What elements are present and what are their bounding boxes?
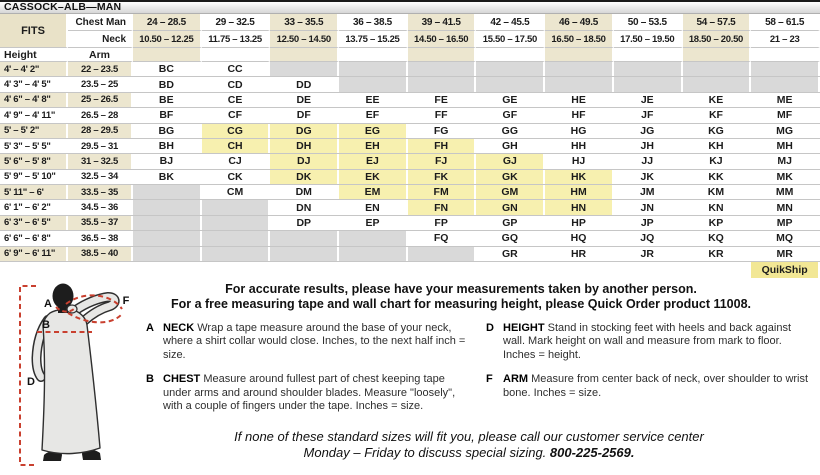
column-stripe-cell: [614, 48, 683, 62]
empty-cell: [339, 77, 408, 91]
size-cell: GR: [476, 247, 545, 261]
empty-cell: [476, 77, 545, 91]
size-cell-quickship: HK: [545, 170, 614, 184]
size-cell-quickship: CH: [202, 139, 271, 153]
arm-cell: 25 – 26.5: [68, 93, 133, 107]
chest-range-cell: 50 – 53.5: [614, 14, 683, 31]
table-row: [0, 108, 820, 123]
instruction-text: NECK Wrap a tape measure around the base of your neck, where a shirt collar would close. Inches, to the next half inch = size.: [163, 322, 466, 361]
chest-range-cell: 36 – 38.5: [339, 14, 408, 31]
table-row: [0, 185, 820, 200]
size-cell-quickship: GM: [476, 185, 545, 199]
table-row: [0, 62, 820, 77]
height-cell: 6' 6" – 6' 8": [0, 231, 68, 245]
size-cell: HG: [545, 124, 614, 138]
column-stripe-cell: [339, 48, 408, 62]
size-cell: JR: [614, 247, 683, 261]
table-header: [0, 14, 820, 62]
size-cell: FF: [408, 108, 477, 122]
size-cell: GG: [476, 124, 545, 138]
chest-range-cell: 58 – 61.5: [751, 14, 820, 31]
column-stripe-cell: [683, 48, 752, 62]
size-cell: KR: [683, 247, 752, 261]
neck-range-cell: 12.50 – 14.50: [270, 31, 339, 48]
neck-row-label: Neck: [68, 31, 133, 48]
arm-cell: 29.5 – 31: [68, 139, 133, 153]
table-row: [0, 200, 820, 215]
table-row: [0, 154, 820, 169]
size-cell-quickship: GK: [476, 170, 545, 184]
empty-cell: [614, 62, 683, 76]
table-row: [0, 231, 820, 246]
column-stripe-cell: [270, 48, 339, 62]
size-cell: FE: [408, 93, 477, 107]
diagram-label-arm: F: [122, 295, 130, 307]
chest-range-cell: 46 – 49.5: [545, 14, 614, 31]
height-cell: 6' 9" – 6' 11": [0, 247, 68, 261]
size-cell: EP: [339, 216, 408, 230]
height-cell: 4' 9" – 4' 11": [0, 108, 68, 122]
size-cell: MQ: [751, 231, 820, 245]
empty-cell: [751, 77, 820, 91]
empty-cell: [270, 231, 339, 245]
column-stripe-cell: [476, 48, 545, 62]
size-cell: JM: [614, 185, 683, 199]
size-cell-quickship: DJ: [270, 154, 339, 168]
size-cell: MF: [751, 108, 820, 122]
table-body: [0, 62, 820, 262]
size-cell: FG: [408, 124, 477, 138]
size-cell: BF: [133, 108, 202, 122]
size-cell-quickship: EJ: [339, 154, 408, 168]
size-cell: KF: [683, 108, 752, 122]
chest-row-label: Chest Man: [68, 14, 133, 31]
empty-cell: [339, 247, 408, 261]
size-cell: CK: [202, 170, 271, 184]
notice-line-2: For a free measuring tape and wall chart for measuring height, please Quick Order product 11008.: [170, 296, 752, 311]
size-cell: KE: [683, 93, 752, 107]
size-cell: DP: [270, 216, 339, 230]
size-cell: GH: [476, 139, 545, 153]
size-cell-quickship: HM: [545, 185, 614, 199]
size-cell: JG: [614, 124, 683, 138]
chest-range-cell: 39 – 41.5: [408, 14, 477, 31]
size-cell: HF: [545, 108, 614, 122]
arm-cell: 35.5 – 37: [68, 216, 133, 230]
size-cell: JJ: [614, 154, 683, 168]
empty-cell: [339, 231, 408, 245]
size-cell: GF: [476, 108, 545, 122]
instruction-letter: D: [486, 322, 494, 334]
size-cell: MR: [751, 247, 820, 261]
empty-cell: [408, 62, 477, 76]
size-cell: HH: [545, 139, 614, 153]
neck-range-cell: 13.75 – 15.25: [339, 31, 408, 48]
size-cell: MK: [751, 170, 820, 184]
size-cell-quickship: FM: [408, 185, 477, 199]
size-cell: BG: [133, 124, 202, 138]
size-cell: DM: [270, 185, 339, 199]
table-row: [0, 124, 820, 139]
size-cell: DF: [270, 108, 339, 122]
size-cell-quickship: GN: [476, 200, 545, 214]
figure-hand: [67, 305, 77, 313]
size-cell: DD: [270, 77, 339, 91]
empty-cell: [751, 62, 820, 76]
table-row: [0, 216, 820, 231]
page-title: CASSOCK–ALB—MAN: [0, 0, 820, 14]
size-cell: CC: [202, 62, 271, 76]
instruction-item: [146, 322, 470, 362]
chest-range-cell: 33 – 35.5: [270, 14, 339, 31]
height-cell: 4' 3" – 4' 5": [0, 77, 68, 91]
neck-range-cell: 15.50 – 17.50: [476, 31, 545, 48]
size-cell-quickship: EK: [339, 170, 408, 184]
size-cell: CF: [202, 108, 271, 122]
size-cell: MJ: [751, 154, 820, 168]
empty-cell: [133, 200, 202, 214]
diagram-label-chest: B: [42, 319, 50, 331]
arm-column-label: Arm: [68, 48, 133, 62]
size-cell: MG: [751, 124, 820, 138]
instructions-right-column: [486, 322, 810, 424]
arm-cell: 23.5 – 25: [68, 77, 133, 91]
arm-cell: 26.5 – 28: [68, 108, 133, 122]
size-cell: KJ: [683, 154, 752, 168]
size-cell-quickship: CG: [202, 124, 271, 138]
instruction-text: ARM Measure from center back of neck, over shoulder to wrist bone. Inches = size.: [503, 373, 809, 399]
figure-robe: [42, 309, 100, 453]
size-cell: EE: [339, 93, 408, 107]
special-sizing-line-1: If none of these standard sizes will fit you, please call our customer service center: [234, 429, 704, 444]
arm-cell: 22 – 23.5: [68, 62, 133, 76]
empty-cell: [408, 247, 477, 261]
instruction-item: [146, 373, 470, 413]
diagram-label-height: D: [27, 376, 35, 388]
empty-cell: [202, 200, 271, 214]
arm-cell: 32.5 – 34: [68, 170, 133, 184]
instruction-term: ARM: [503, 373, 532, 386]
size-cell: HE: [545, 93, 614, 107]
size-cell: FP: [408, 216, 477, 230]
neck-range-cell: 16.50 – 18.50: [545, 31, 614, 48]
size-cell: JF: [614, 108, 683, 122]
empty-cell: [270, 62, 339, 76]
empty-cell: [339, 62, 408, 76]
column-stripe-cell: [751, 48, 820, 62]
size-cell: HP: [545, 216, 614, 230]
special-sizing-line-2: [130, 445, 808, 461]
fits-label: FITS: [0, 14, 68, 48]
size-cell: MM: [751, 185, 820, 199]
size-cell: BD: [133, 77, 202, 91]
size-cell-quickship: FK: [408, 170, 477, 184]
size-cell: MN: [751, 200, 820, 214]
diagram-label-neck: A: [44, 298, 52, 310]
size-cell-quickship: DH: [270, 139, 339, 153]
size-cell-quickship: GJ: [476, 154, 545, 168]
height-cell: 5' – 5' 2": [0, 124, 68, 138]
neck-range-cell: 14.50 – 16.50: [408, 31, 477, 48]
size-cell-quickship: FN: [408, 200, 477, 214]
size-cell: JQ: [614, 231, 683, 245]
column-stripe-cell: [133, 48, 202, 62]
instruction-term: NECK: [163, 322, 198, 334]
phone-number: 800-225-2569.: [549, 444, 635, 460]
empty-cell: [476, 62, 545, 76]
chest-range-cell: 29 – 32.5: [202, 14, 271, 31]
empty-cell: [133, 216, 202, 230]
size-cell: BC: [133, 62, 202, 76]
size-cell: EN: [339, 200, 408, 214]
column-stripe-cell: [202, 48, 271, 62]
instruction-item: [486, 373, 810, 400]
special-sizing-note: [130, 429, 808, 460]
size-cell: GQ: [476, 231, 545, 245]
table-row: [0, 170, 820, 185]
size-cell-quickship: FJ: [408, 154, 477, 168]
size-cell: KQ: [683, 231, 752, 245]
size-cell: KN: [683, 200, 752, 214]
size-cell: DE: [270, 93, 339, 107]
chest-range-cell: 54 – 57.5: [683, 14, 752, 31]
size-cell: MH: [751, 139, 820, 153]
height-cell: 4' – 4' 2": [0, 62, 68, 76]
empty-cell: [133, 247, 202, 261]
neck-range-cell: 17.50 – 19.50: [614, 31, 683, 48]
empty-cell: [614, 77, 683, 91]
empty-cell: [408, 77, 477, 91]
size-cell: HJ: [545, 154, 614, 168]
empty-cell: [270, 247, 339, 261]
arm-cell: 31 – 32.5: [68, 154, 133, 168]
quickship-row: [0, 262, 820, 278]
measuring-instructions: [146, 322, 810, 424]
height-cell: 5' 9" – 5' 10": [0, 170, 68, 184]
size-cell: FQ: [408, 231, 477, 245]
neck-range-cell: 21 – 23: [751, 31, 820, 48]
empty-cell: [683, 77, 752, 91]
size-cell-quickship: EH: [339, 139, 408, 153]
size-cell-quickship: HN: [545, 200, 614, 214]
empty-cell: [133, 231, 202, 245]
arm-cell: 28 – 29.5: [68, 124, 133, 138]
size-cell: ME: [751, 93, 820, 107]
size-cell: KG: [683, 124, 752, 138]
size-cell: KP: [683, 216, 752, 230]
arm-cell: 36.5 – 38: [68, 231, 133, 245]
height-cell: 6' 1" – 6' 2": [0, 200, 68, 214]
height-cell: 6' 3" – 6' 5": [0, 216, 68, 230]
arm-cell: 38.5 – 40: [68, 247, 133, 261]
empty-cell: [133, 185, 202, 199]
size-cell: HQ: [545, 231, 614, 245]
column-stripe-cell: [545, 48, 614, 62]
instruction-letter: B: [146, 373, 154, 386]
chest-range-cell: 42 – 45.5: [476, 14, 545, 31]
size-cell: KM: [683, 185, 752, 199]
quickship-legend: QuikShip: [751, 262, 820, 278]
table-row: [0, 77, 820, 92]
empty-cell: [683, 62, 752, 76]
table-row: [0, 247, 820, 262]
size-cell: GE: [476, 93, 545, 107]
instruction-text: HEIGHT Stand in stocking feet with heels and back against wall. Mark height on wall and measure from mark to floor. Inches = height.: [503, 322, 791, 361]
size-cell: CJ: [202, 154, 271, 168]
size-cell: BJ: [133, 154, 202, 168]
height-column-label: Height: [0, 48, 68, 62]
empty-cell: [545, 62, 614, 76]
size-cell: MP: [751, 216, 820, 230]
neck-range-cell: 10.50 – 12.25: [133, 31, 202, 48]
height-cell: 4' 6" – 4' 8": [0, 93, 68, 107]
size-cell-quickship: EG: [339, 124, 408, 138]
chest-range-cell: 24 – 28.5: [133, 14, 202, 31]
arm-cell: 34.5 – 36: [68, 200, 133, 214]
size-cell: HR: [545, 247, 614, 261]
height-cell: 5' 11" – 6': [0, 185, 68, 199]
size-cell: KK: [683, 170, 752, 184]
neck-range-cell: 11.75 – 13.25: [202, 31, 271, 48]
measurement-notice: [120, 282, 802, 311]
instruction-term: HEIGHT: [503, 322, 548, 334]
instruction-text: CHEST Measure around fullest part of chest keeping tape under arms and around shoulder blades. Measure "loosely", with a couple of fingers under the tape. Inches = size.: [163, 373, 456, 413]
size-cell: EF: [339, 108, 408, 122]
size-cell-quickship: EM: [339, 185, 408, 199]
empty-cell: [202, 247, 271, 261]
size-cell: BH: [133, 139, 202, 153]
neck-range-cell: 18.50 – 20.50: [683, 31, 752, 48]
notice-line-1: For accurate results, please have your measurements taken by another person.: [225, 282, 697, 296]
size-cell-quickship: FH: [408, 139, 477, 153]
size-cell: BK: [133, 170, 202, 184]
size-cell: JN: [614, 200, 683, 214]
instruction-letter: A: [146, 322, 154, 334]
instruction-letter: F: [486, 373, 493, 386]
height-cell: 5' 3" – 5' 5": [0, 139, 68, 153]
table-row: [0, 139, 820, 154]
size-cell: CM: [202, 185, 271, 199]
cassock-measurement-diagram: [6, 283, 140, 473]
size-cell: CE: [202, 93, 271, 107]
instruction-item: [486, 322, 810, 362]
size-cell: BE: [133, 93, 202, 107]
instructions-left-column: [146, 322, 470, 424]
size-cell-quickship: DG: [270, 124, 339, 138]
special-sizing-text: Monday – Friday to discuss special sizing.: [303, 444, 550, 460]
empty-cell: [202, 231, 271, 245]
column-stripe-cell: [408, 48, 477, 62]
size-cell: JP: [614, 216, 683, 230]
height-cell: 5' 6" – 5' 8": [0, 154, 68, 168]
size-cell: KH: [683, 139, 752, 153]
size-cell: DN: [270, 200, 339, 214]
size-cell: JK: [614, 170, 683, 184]
size-cell: JH: [614, 139, 683, 153]
instruction-term: CHEST: [163, 373, 204, 386]
size-cell: JE: [614, 93, 683, 107]
size-cell: GP: [476, 216, 545, 230]
empty-cell: [545, 77, 614, 91]
size-cell-quickship: DK: [270, 170, 339, 184]
table-row: [0, 93, 820, 108]
arm-cell: 33.5 – 35: [68, 185, 133, 199]
size-cell: CD: [202, 77, 271, 91]
empty-cell: [202, 216, 271, 230]
